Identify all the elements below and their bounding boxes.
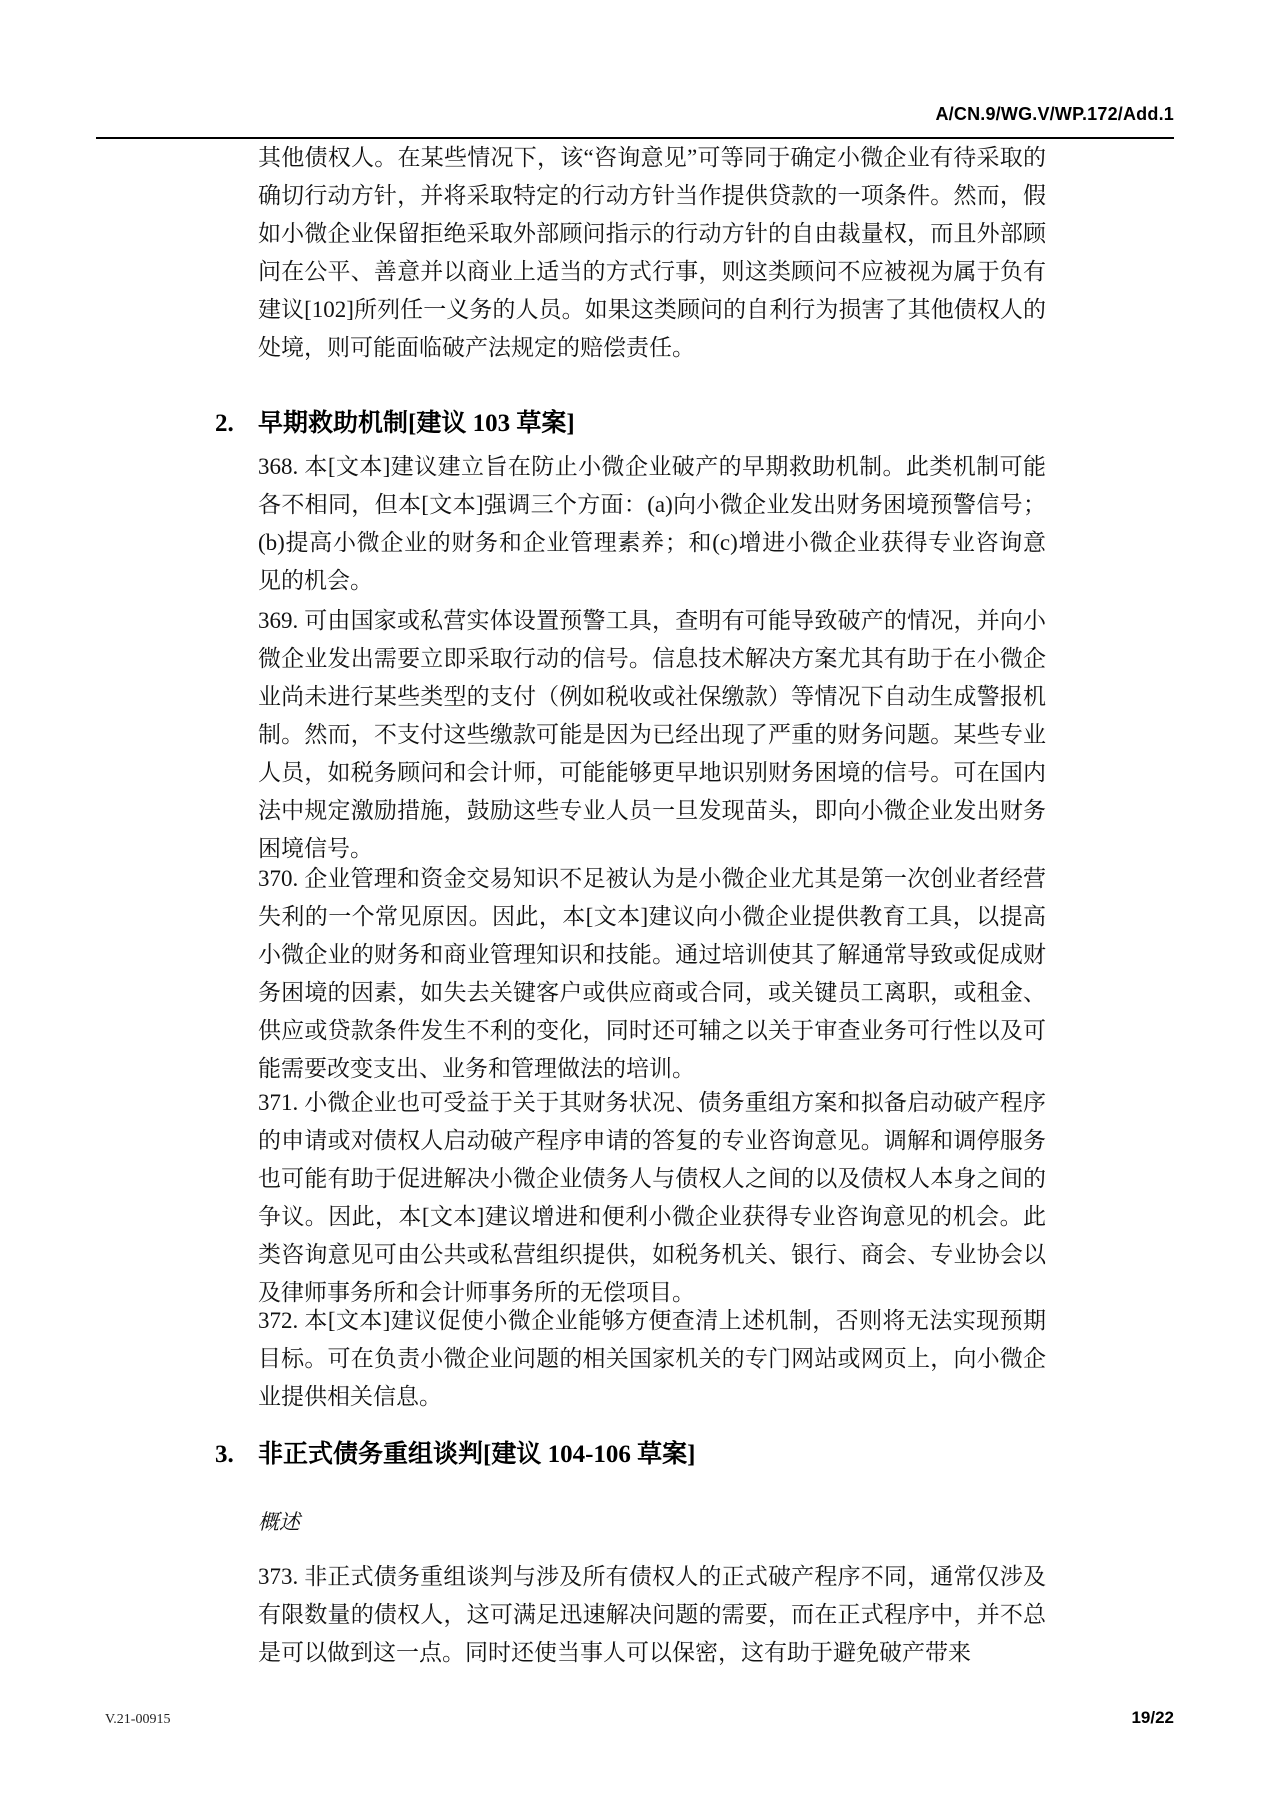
paragraph-371: 371. 小微企业也可受益于关于其财务状况、债务重组方案和拟备启动破产程序的申请或对债权人启动破产程序申请的答复的专业咨询意见。调解和调停服务也可能有助于促进解决小微企业债务人与债权人之间的以及债权人本身之间的争议。因此，本[文本]建议增进和便利小微企业获得专业咨询意见的机会。此类咨询意见可由公共或私营组织提供，如税务机关、银行、商会、专业协会以及律师事务所和会计师事务所的无偿项目。 <box>258 1090 1046 1305</box>
paragraph-373: 373. 非正式债务重组谈判与涉及所有债权人的正式破产程序不同，通常仅涉及有限数量的债权人，这可满足迅速解决问题的需要，而在正式程序中，并不总是可以做到这一点。同时还使当事人可以保密，这有助于避免破产带来 <box>258 1564 1046 1665</box>
footer-page-number: 19/22 <box>1131 1708 1174 1727</box>
paragraph-372: 372. 本[文本]建议促使小微企业能够方便查清上述机制，否则将无法实现预期目标。可在负责小微企业问题的相关国家机关的专门网站或网页上，向小微企业提供相关信息。 <box>258 1308 1046 1409</box>
heading-2-title: 早期救助机制[建议 103 草案] <box>258 410 575 437</box>
doc-symbol: A/CN.9/WG.V/WP.172/Add.1 <box>935 104 1174 124</box>
section-heading-3 <box>215 1436 1046 1474</box>
paragraph-370: 370. 企业管理和资金交易知识不足被认为是小微企业尤其是第一次创业者经营失利的一个常见原因。因此，本[文本]建议向小微企业提供教育工具，以提高小微企业的财务和商业管理知识和技能。通过培训使其了解通常导致或促成财务困境的因素，如失去关键客户或供应商或合同，或关键员工离职，或租金、供应或贷款条件发生不利的变化，同时还可辅之以关于审查业务可行性以及可能需要改变支出、业务和管理做法的培训。 <box>258 866 1046 1081</box>
heading-3-number: 3. <box>215 1441 234 1468</box>
heading-2-number: 2. <box>215 410 234 437</box>
subsection-overview-label: 概述 <box>258 1510 300 1534</box>
section-heading-2 <box>215 405 1046 443</box>
paragraph-369: 369. 可由国家或私营实体设置预警工具，查明有可能导致破产的情况，并向小微企业发出需要立即采取行动的信号。信息技术解决方案尤其有助于在小微企业尚未进行某些类型的支付（例如税收或社保缴款）等情况下自动生成警报机制。然而，不支付这些缴款可能是因为已经出现了严重的财务问题。某些专业人员，如税务顾问和会计师，可能能够更早地识别财务困境的信号。可在国内法中规定激励措施，鼓励这些专业人员一旦发现苗头，即向小微企业发出财务困境信号。 <box>258 608 1046 861</box>
paragraph-368: 368. 本[文本]建议建立旨在防止小微企业破产的早期救助机制。此类机制可能各不相同，但本[文本]强调三个方面：(a)向小微企业发出财务困境预警信号；(b)提高小微企业的财务和企业管理素养；和(c)增进小微企业获得专业咨询意见的机会。 <box>258 454 1046 593</box>
paragraph-intro: 其他债权人。在某些情况下，该“咨询意见”可等同于确定小微企业有待采取的确切行动方针，并将采取特定的行动方针当作提供贷款的一项条件。然而，假如小微企业保留拒绝采取外部顾问指示的行动方针的自由裁量权，而且外部顾问在公平、善意并以商业上适当的方式行事，则这类顾问不应被视为属于负有建议[102]所列任一义务的人员。如果这类顾问的自利行为损害了其他债权人的处境，则可能面临破产法规定的赔偿责任。 <box>258 145 1046 360</box>
heading-3-title: 非正式债务重组谈判[建议 104-106 草案] <box>258 1441 696 1468</box>
footer-doc-number: V.21-00915 <box>105 1712 171 1727</box>
